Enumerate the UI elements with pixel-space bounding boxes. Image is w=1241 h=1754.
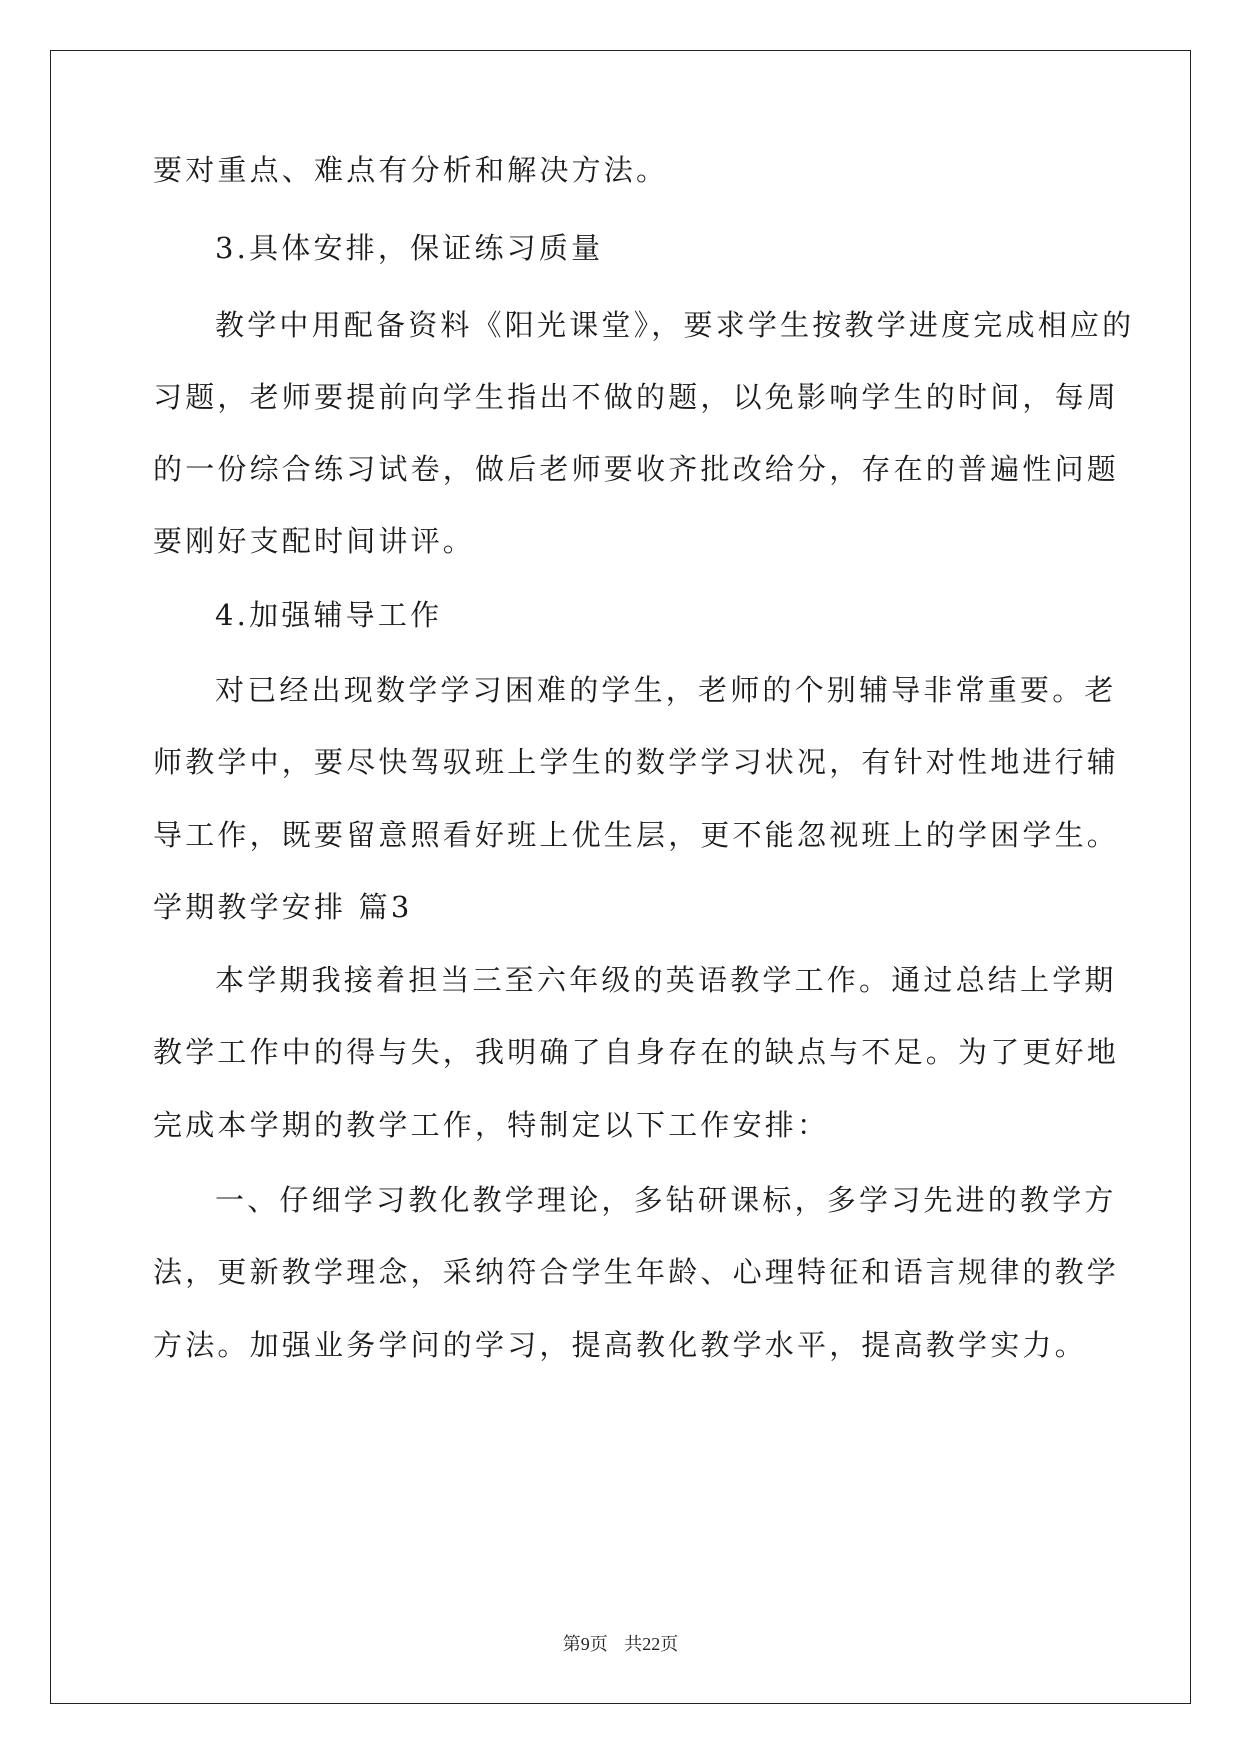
page-border [50,50,1191,1704]
section-heading: 4.加强辅导工作 [215,598,443,632]
text-line: 方法。加强业务学问的学习，提高教化教学水平，提高教学实力。 [153,1328,1087,1362]
text-line: 完成本学期的教学工作，特制定以下工作安排： [153,1108,830,1142]
section-heading: 3.具体安排，保证练习质量 [215,231,604,265]
text-line: 要对重点、难点有分析和解决方法。 [153,153,669,187]
page-total: 共22页 [624,1634,679,1654]
text-line: 法，更新教学理念，采纳符合学生年龄、心理特征和语言规律的教学 [153,1255,1120,1289]
text-line: 师教学中，要尽快驾驭班上学生的数学学习状况，有针对性地进行辅 [153,745,1120,779]
article-title: 学期教学安排 篇3 [153,890,413,924]
text-line: 要刚好支配时间讲评。 [153,524,476,558]
text-line: 教学中用配备资料《阳光课堂》，要求学生按教学进度完成相应的 [215,308,1135,342]
text-line: 的一份综合练习试卷，做后老师要收齐批改给分，存在的普遍性问题 [153,452,1120,486]
text-line: 导工作，既要留意照看好班上优生层，更不能忽视班上的学困学生。 [153,818,1120,852]
page-number: 第9页 [562,1634,608,1654]
text-line: 教学工作中的得与失，我明确了自身存在的缺点与不足。为了更好地 [153,1035,1120,1069]
text-line: 一、仔细学习教化教学理论，多钻研课标，多学习先进的教学方 [215,1183,1117,1217]
text-line: 对已经出现数学学习困难的学生，老师的个别辅导非常重要。老 [215,673,1117,707]
text-line: 习题，老师要提前向学生指出不做的题，以免影响学生的时间，每周 [153,380,1120,414]
text-line: 本学期我接着担当三至六年级的英语教学工作。通过总结上学期 [215,963,1117,997]
page-footer [0,1630,1241,1656]
